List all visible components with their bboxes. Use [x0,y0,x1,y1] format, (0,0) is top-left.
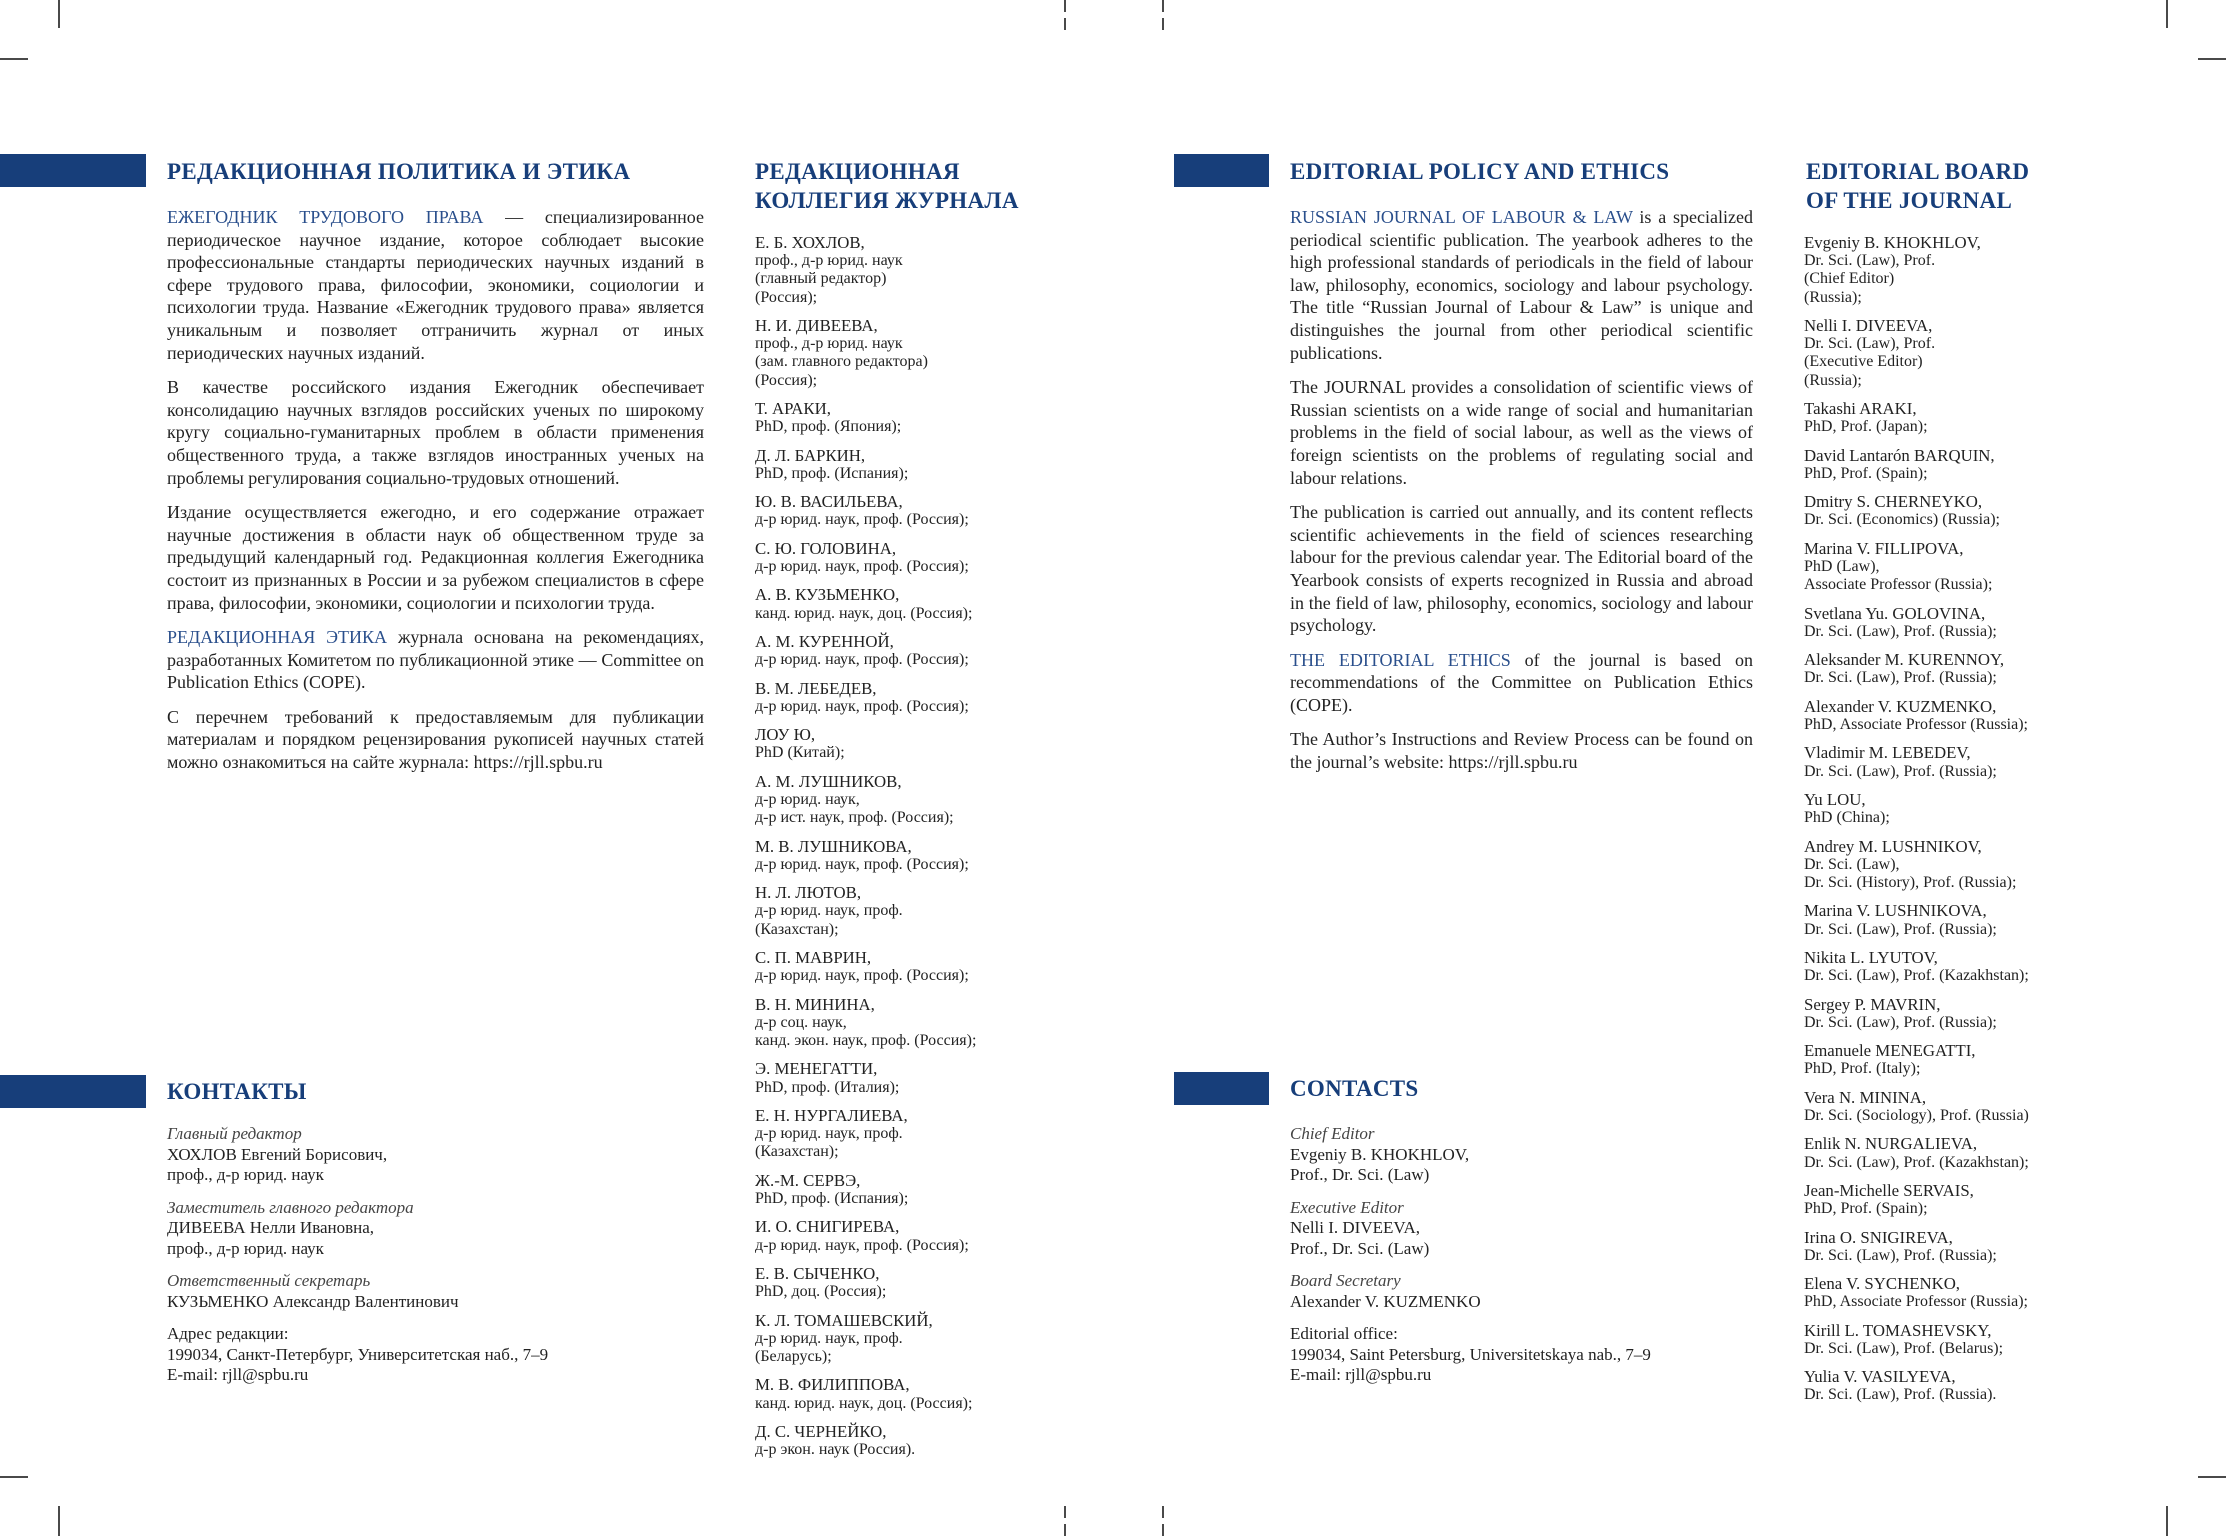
member-details: д-р юрид. наук, проф. (Беларусь); [755,1329,903,1365]
board-member [1804,949,2104,985]
en-policy-text [1290,206,1753,786]
board-member [755,447,1055,483]
member-details: PhD, Associate Professor (Russia); [1804,1293,2028,1311]
member-details: д-р соц. наук, канд. экон. наук, проф. (Россия); [755,1013,977,1049]
address-label: Адрес редакции: [167,1324,289,1343]
contact-group [167,1124,727,1186]
member-name: Н. Л. ЛЮТОВ, [755,883,862,903]
member-name: М. В. ФИЛИППОВА, [755,1375,910,1395]
member-name: А. В. КУЗЬМЕНКО, [755,585,900,605]
member-name: Т. АРАКИ, [755,399,831,418]
board-member [755,1107,1055,1162]
member-name: Vera N. MININA, [1804,1087,1927,1107]
member-name: С. П. МАВРИН, [755,947,872,967]
ru-ethics-lead: РЕДАКЦИОННАЯ ЭТИКА [167,627,388,648]
contact-name: Evgeniy B. KHOKHLOV, [1290,1144,1470,1164]
member-details: д-р юрид. наук, проф. (Россия); [755,697,969,715]
board-member [755,1218,1055,1254]
crop-mark [2166,0,2168,28]
member-details: PhD, Associate Professor (Russia); [1804,715,2028,733]
member-name: Emanuele MENEGATTI, [1804,1041,1976,1061]
crop-mark [1064,0,1066,12]
member-details: канд. юрид. наук, доц. (Россия); [755,1394,973,1412]
member-name: Е. Б. ХОХЛОВ, [755,233,865,252]
board-member [755,949,1055,985]
board-member [755,1376,1055,1412]
member-details: Dr. Sci. (Law), Prof. (Russia); [1804,1246,1997,1264]
ru-contacts-heading: КОНТАКТЫ [167,1079,307,1104]
member-details: д-р юрид. наук, проф. (Россия); [755,855,969,873]
en-policy-paragraph: The Author’s Instructions and Review Process can be found on the journal’s website: https://rjll.spbu.ru [1290,729,1753,773]
crop-mark [0,58,28,60]
address-text: 199034, Saint Petersburg, Universitetskaya nab., 7–9 [1290,1344,1651,1364]
ru-policy-paragraph [167,206,704,364]
contact-role: Executive Editor [1290,1197,1404,1217]
board-member [755,838,1055,874]
contact-role: Заместитель главного редактора [167,1197,414,1217]
board-member [1804,791,2104,827]
contact-name: Alexander V. KUZMENKO [1290,1291,1481,1311]
en-contacts-heading: CONTACTS [1290,1076,1419,1101]
member-name: Elena V. SYCHENKO, [1804,1274,1961,1294]
member-name: Е. Н. НУРГАЛИЕВА, [755,1105,908,1125]
board-member [755,493,1055,529]
en-board-heading-line: EDITORIAL BOARD [1806,159,2030,184]
accent-bar [0,154,146,187]
board-member [1804,996,2104,1032]
ru-board-list [755,234,1055,1469]
contact-title: Prof., Dr. Sci. (Law) [1290,1238,1430,1258]
board-member [1804,400,2104,436]
en-policy-heading: EDITORIAL POLICY AND ETHICS [1290,159,1670,184]
address-label: Editorial office: [1290,1324,1398,1343]
en-journal-name: RUSSIAN JOURNAL OF LABOUR & LAW [1290,207,1633,227]
email-text: E-mail: rjll@spbu.ru [1290,1365,1432,1384]
ru-policy-heading: РЕДАКЦИОННАЯ ПОЛИТИКА И ЭТИКА [167,159,631,184]
member-name: Irina O. SNIGIREVA, [1804,1227,1953,1247]
accent-bar [0,1075,146,1108]
board-member [1804,447,2104,483]
crop-mark [2166,1506,2168,1536]
member-details: PhD, проф. (Испания); [755,464,909,482]
ru-board-heading-line: КОЛЛЕГИЯ ЖУРНАЛА [755,188,1019,213]
board-member [755,680,1055,716]
contact-title: проф., д-р юрид. наук [167,1238,324,1258]
crop-mark [1162,1506,1164,1518]
board-member [755,633,1055,669]
member-name: Nikita L. LYUTOV, [1804,947,1938,967]
member-name: Ж.-М. СЕРВЭ, [755,1170,861,1190]
en-policy-paragraph [1290,206,1753,364]
member-name: David Lantarón BARQUIN, [1804,445,1995,465]
member-details: PhD (Китай); [755,744,845,762]
member-details: проф., д-р юрид. наук (зам. главного редактора) (Россия); [755,335,928,389]
contact-name: КУЗЬМЕНКО Александр Валентинович [167,1291,459,1311]
board-member [755,773,1055,828]
member-name: Д. С. ЧЕРНЕЙКО, [755,1421,887,1441]
member-details: PhD, проф. (Испания); [755,1189,909,1207]
member-name: Е. В. СЫЧЕНКО, [755,1263,880,1283]
board-member [755,540,1055,576]
member-name: Enlik N. NURGALIEVA, [1804,1134,1978,1154]
board-member [755,1172,1055,1208]
member-details: д-р юрид. наук, проф. (Россия); [755,967,969,985]
member-name: Alexander V. KUZMENKO, [1804,696,1997,716]
board-member [1804,540,2104,595]
ru-policy-paragraph: В качестве российского издания Ежегодник обеспечивает консолидацию научных взглядов российских ученых по широкому кругу социально-гуманитарных проблем в области применения общественного труда, а также взглядов иностранных ученых на проблемы регулирования социально-трудовых отношений. [167,377,704,488]
crop-mark [58,1506,60,1536]
member-details: д-р юрид. наук, проф. (Казахстан); [755,902,903,938]
ru-ethics-text: журнала основана на рекомендациях, разработанных Комитетом по публикационной этике — Committee on Publication Ethics (COPE). [167,627,705,693]
address-text: 199034, Санкт-Петербург, Университетская наб., 7–9 [167,1344,549,1364]
contact-role: Chief Editor [1290,1124,1375,1143]
member-name: Sergey P. MAVRIN, [1804,994,1941,1014]
en-policy-paragraph: The publication is carried out annually, and its content reflects scientific achievements in the field of sciences researching labour for the previous calendar year. The Editorial board of the Yearbook consists of experts recognized in Russia and abroad in the field of law, philosophy, economics, sociology and labour psychology. [1290,502,1753,636]
member-details: Dr. Sci. (Law), Prof. (Kazakhstan); [1804,967,2029,985]
member-details: Dr. Sci. (Law), Prof. (Russia); [1804,669,1997,687]
board-member [1804,317,2104,390]
crop-mark [1064,1524,1066,1536]
member-name: М. В. ЛУШНИКОВА, [755,836,912,856]
member-name: А. М. ЛУШНИКОВ, [755,771,902,791]
board-member [755,234,1055,307]
member-details: Dr. Sci. (Economics) (Russia); [1804,511,2000,529]
contact-name: ХОХЛОВ Евгений Борисович, [167,1144,388,1164]
board-member [1804,651,2104,687]
ru-contacts [167,1124,727,1398]
member-name: Svetlana Yu. GOLOVINA, [1804,603,1986,623]
crop-mark [2198,1476,2226,1478]
contact-address [1290,1324,1850,1386]
ru-journal-name: ЕЖЕГОДНИК ТРУДОВОГО ПРАВА [167,207,484,227]
member-details: PhD, доц. (Россия); [755,1283,887,1301]
en-policy-paragraph [1290,649,1753,717]
member-name: В. М. ЛЕБЕДЕВ, [755,678,877,698]
ru-policy-paragraph: Издание осуществляется ежегодно, и его содержание отражает научные достижения в области наук об общественном труде за предыдущий календарный год. Редакционная коллегия Ежегодника состоит из признанных в России и за рубежом специалистов в сфере права, философии, экономики, социологии и психологии труда. [167,502,704,613]
member-details: PhD (Law), Associate Professor (Russia); [1804,557,1993,594]
ru-policy-p1-text: — специализированное периодическое научное издание, которое соблюдает высокие профессиональные стандарты периодических научных изданий в сфере трудового права, философии, экономики, социологии и психологии труда. Название «Ежегодник трудового права» является уникальным и позволяет отграничить журнал от иных периодических научных изданий. [167,207,704,363]
member-details: PhD, проф. (Италия); [755,1078,900,1096]
member-details: д-р юрид. наук, проф. (Россия); [755,1236,969,1254]
member-details: канд. юрид. наук, доц. (Россия); [755,604,973,622]
member-details: Dr. Sci. (Law), Prof. (Russia); [1804,622,1997,640]
member-details: PhD, Prof. (Spain); [1804,464,1928,482]
member-details: Dr. Sci. (Law), Prof. (Kazakhstan); [1804,1153,2029,1171]
board-member [1804,1089,2104,1125]
ru-board-heading-line: РЕДАКЦИОННАЯ [755,159,960,184]
contact-group [167,1271,727,1312]
board-member [755,1423,1055,1459]
member-details: Dr. Sci. (Law), Prof. (Belarus); [1804,1339,2004,1357]
member-details: PhD, Prof. (Japan); [1804,418,1928,436]
member-name: Kirill L. TOMASHEVSKY, [1804,1320,1992,1340]
en-ethics-text: of the journal is based on recommendations of the Committee on Publication Ethics (COPE). [1290,649,1753,715]
member-details: д-р юрид. наук, проф. (Казахстан); [755,1125,903,1161]
board-member [755,996,1055,1051]
contact-name: ДИВЕЕВА Нелли Ивановна, [167,1218,375,1237]
board-member [755,400,1055,436]
member-details: PhD, проф. (Япония); [755,418,902,436]
board-member [755,1060,1055,1096]
en-board-heading-line: OF THE JOURNAL [1806,188,2013,213]
crop-mark [0,1476,28,1478]
member-name: А. М. КУРЕННОЙ, [755,631,894,651]
contact-address [167,1324,727,1386]
member-details: д-р экон. наук (Россия). [755,1441,916,1459]
member-name: Nelli I. DIVEEVA, [1804,316,1933,335]
member-details: проф., д-р юрид. наук (главный редактор) (Россия); [755,252,903,306]
crop-mark [1064,1506,1066,1518]
board-member [1804,902,2104,938]
board-member [1804,1042,2104,1078]
contact-title: Prof., Dr. Sci. (Law) [1290,1165,1430,1184]
member-details: д-р юрид. наук, проф. (Россия); [755,511,969,529]
board-member [1804,234,2104,307]
member-name: Ю. В. ВАСИЛЬЕВА, [755,492,903,512]
contact-title: проф., д-р юрид. наук [167,1165,324,1184]
member-name: И. О. СНИГИРЕВА, [755,1217,900,1237]
board-member [755,884,1055,939]
member-name: Jean-Michelle SERVAIS, [1804,1180,1974,1200]
member-details: PhD (China); [1804,809,1890,827]
board-member [755,1312,1055,1367]
member-name: Evgeniy B. KHOKHLOV, [1804,233,1981,252]
board-member [755,726,1055,762]
ru-board-heading [755,157,1019,215]
member-details: Dr. Sci. (Law), Prof. (Executive Editor) (Russia); [1804,335,1936,389]
crop-mark [1162,18,1164,30]
accent-bar [1174,154,1269,187]
contact-role: Ответственный секретарь [167,1271,371,1290]
member-name: В. Н. МИНИНА, [755,994,875,1014]
board-member [1804,698,2104,734]
member-details: Dr. Sci. (Law), Prof. (Russia); [1804,920,1997,938]
contact-role: Board Secretary [1290,1271,1401,1290]
member-details: Dr. Sci. (Sociology), Prof. (Russia) [1804,1106,2029,1124]
board-member [1804,744,2104,780]
member-name: К. Л. ТОМАШЕВСКИЙ, [755,1310,933,1330]
contact-name: Nelli I. DIVEEVA, [1290,1218,1420,1237]
en-policy-p1-text: is a specialized periodical scientific publication. The yearbook adheres to the high professional standards of periodicals in the field of labour law, philosophy, economics, sociology and labour psychology. The title “Russian Journal of Labour & Law” is unique and distinguishes the journal from other periodical scientific publications. [1290,207,1753,363]
member-name: Э. МЕНЕГАТТИ, [755,1059,878,1079]
email-text: E-mail: rjll@spbu.ru [167,1365,309,1384]
crop-mark [58,0,60,28]
crop-mark [2198,58,2226,60]
member-details: д-р юрид. наук, проф. (Россия); [755,651,969,669]
contact-role: Главный редактор [167,1124,302,1143]
board-member [1804,493,2104,529]
board-member [1804,605,2104,641]
member-name: Takashi ARAKI, [1804,399,1917,418]
member-details: Dr. Sci. (Law), Prof. (Russia). [1804,1386,1997,1404]
member-name: ЛОУ Ю, [755,725,816,745]
contact-group [1290,1271,1850,1312]
member-name: Yu LOU, [1804,789,1866,809]
ru-policy-paragraph [167,626,704,694]
board-member [755,586,1055,622]
member-details: д-р юрид. наук, д-р ист. наук, проф. (Россия); [755,790,954,827]
member-name: Andrey M. LUSHNIKOV, [1804,836,1982,856]
member-details: PhD, Prof. (Spain); [1804,1200,1928,1218]
member-details: Dr. Sci. (Law), Prof. (Russia); [1804,762,1997,780]
member-name: Н. И. ДИВЕЕВА, [755,316,878,335]
crop-mark [1064,18,1066,30]
member-name: С. Ю. ГОЛОВИНА, [755,538,897,558]
member-name: Aleksander M. KURENNOY, [1804,650,2005,670]
member-name: Vladimir M. LEBEDEV, [1804,743,1971,763]
member-name: Д. Л. БАРКИН, [755,445,866,465]
contact-group [1290,1198,1850,1260]
member-name: Dmitry S. CHERNEYKO, [1804,492,1983,512]
en-board-heading [1806,157,2029,215]
member-name: Marina V. LUSHNIKOVA, [1804,901,1987,921]
en-policy-paragraph: The JOURNAL provides a consolidation of scientific views of Russian scientists on a wide range of social and humanitarian problems in the field of social labour, as well as the views of foreign scientists on the problems of regulating social and labour relations. [1290,377,1753,488]
member-details: Dr. Sci. (Law), Dr. Sci. (History), Prof. (Russia); [1804,855,2017,891]
member-details: Dr. Sci. (Law), Prof. (Russia); [1804,1013,1997,1031]
member-name: Yulia V. VASILYEVA, [1804,1367,1956,1387]
member-details: PhD, Prof. (Italy); [1804,1060,1921,1078]
en-contacts [1290,1124,1850,1398]
accent-bar [1174,1072,1269,1105]
ru-policy-paragraph: С перечнем требований к предоставляемым для публикации материалам и порядком рецензирования рукописей научных статей можно ознакомиться на сайте журнала: https://rjll.spbu.ru [167,706,704,773]
board-member [1804,838,2104,893]
contact-group [167,1198,727,1260]
contact-group [1290,1124,1850,1186]
board-member [755,317,1055,390]
board-member [755,1265,1055,1301]
crop-mark [1162,1524,1164,1536]
member-name: Marina V. FILLIPOVA, [1804,538,1964,558]
en-ethics-lead: THE EDITORIAL ETHICS [1290,649,1511,670]
ru-policy-text [167,206,704,786]
member-details: Dr. Sci. (Law), Prof. (Chief Editor) (Russia); [1804,252,1936,306]
crop-mark [1162,0,1164,12]
member-details: д-р юрид. наук, проф. (Россия); [755,557,969,575]
